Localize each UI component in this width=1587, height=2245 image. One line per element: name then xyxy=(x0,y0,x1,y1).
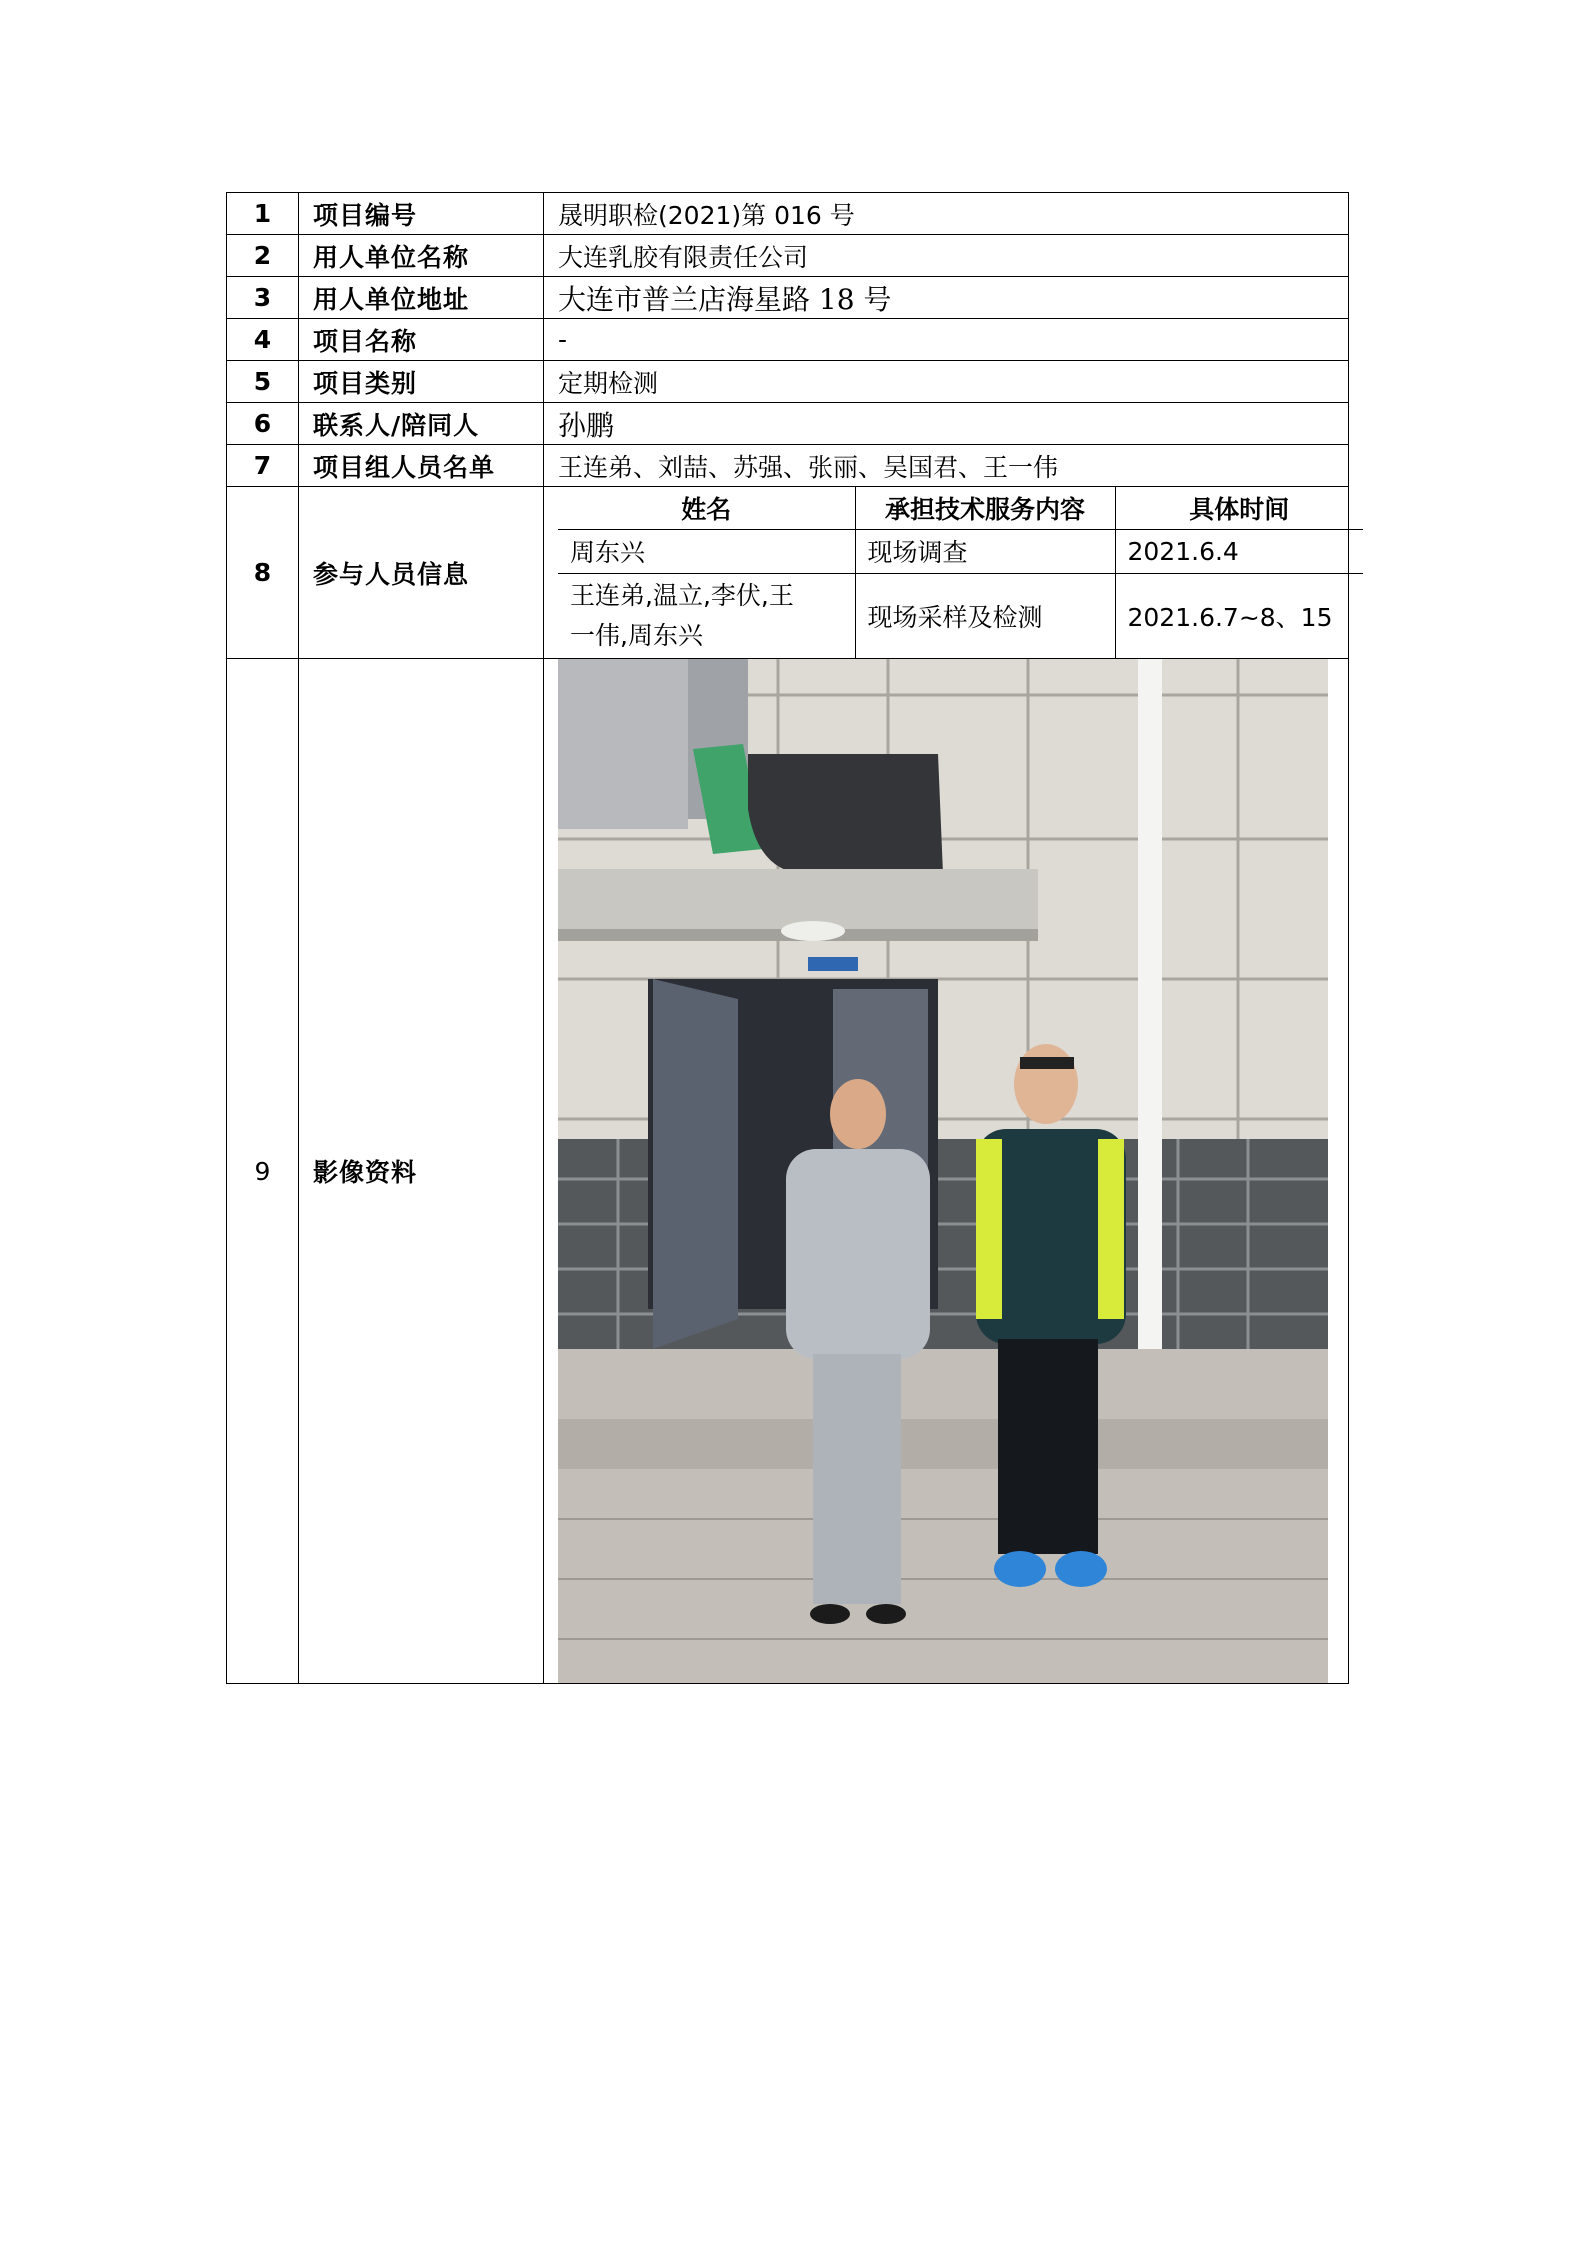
field-label: 项目类别 xyxy=(299,361,544,403)
project-number-value: 晟明职检(2021)第 016 号 xyxy=(544,193,1349,235)
table-row xyxy=(227,445,1349,487)
field-label: 影像资料 xyxy=(299,659,544,1684)
field-label: 联系人/陪同人 xyxy=(299,403,544,445)
team-members-value: 王连弟、刘喆、苏强、张丽、吴国君、王一伟 xyxy=(544,445,1349,487)
participant-time: 2021.6.7~8、15 xyxy=(1115,573,1363,658)
table-row xyxy=(227,277,1349,319)
row-number: 7 xyxy=(227,445,299,487)
table-row xyxy=(227,235,1349,277)
participant-task: 现场调查 xyxy=(855,529,1115,573)
project-category-value: 定期检测 xyxy=(544,361,1349,403)
employer-address-value: 大连市普兰店海星路 18 号 xyxy=(544,277,1349,319)
field-label: 用人单位名称 xyxy=(299,235,544,277)
row-number: 5 xyxy=(227,361,299,403)
column-header-name: 姓名 xyxy=(558,487,855,529)
site-photo xyxy=(558,659,1328,1683)
row-number: 8 xyxy=(227,487,299,659)
table-row xyxy=(227,403,1349,445)
table-row xyxy=(227,487,1349,659)
column-header-time: 具体时间 xyxy=(1115,487,1363,529)
row-number: 1 xyxy=(227,193,299,235)
table-row xyxy=(227,319,1349,361)
participant-time: 2021.6.4 xyxy=(1115,529,1363,573)
participant-name: 周东兴 xyxy=(558,529,855,573)
row-number: 3 xyxy=(227,277,299,319)
table-row xyxy=(227,193,1349,235)
participant-task: 现场采样及检测 xyxy=(855,573,1115,658)
field-label: 参与人员信息 xyxy=(299,487,544,659)
participants-table xyxy=(558,487,1363,658)
column-header-task: 承担技术服务内容 xyxy=(855,487,1115,529)
row-number: 2 xyxy=(227,235,299,277)
report-form xyxy=(226,192,1348,1684)
project-name-value: - xyxy=(544,319,1349,361)
participant-name: 王连弟,温立,李伏,王 一伟,周东兴 xyxy=(558,573,855,658)
employer-name-value: 大连乳胶有限责任公司 xyxy=(544,235,1349,277)
row-number: 6 xyxy=(227,403,299,445)
row-number: 4 xyxy=(227,319,299,361)
participant-row xyxy=(558,573,1363,658)
field-label: 项目名称 xyxy=(299,319,544,361)
field-label: 项目组人员名单 xyxy=(299,445,544,487)
table-row xyxy=(227,659,1349,1684)
contact-person-value: 孙鹏 xyxy=(544,403,1349,445)
participant-row xyxy=(558,529,1363,573)
participants-header-row xyxy=(558,487,1363,529)
table-row xyxy=(227,361,1349,403)
field-label: 项目编号 xyxy=(299,193,544,235)
row-number: 9 xyxy=(227,659,299,1684)
field-label: 用人单位地址 xyxy=(299,277,544,319)
project-info-table xyxy=(226,192,1349,1684)
site-photo-illustration xyxy=(558,659,1328,1683)
